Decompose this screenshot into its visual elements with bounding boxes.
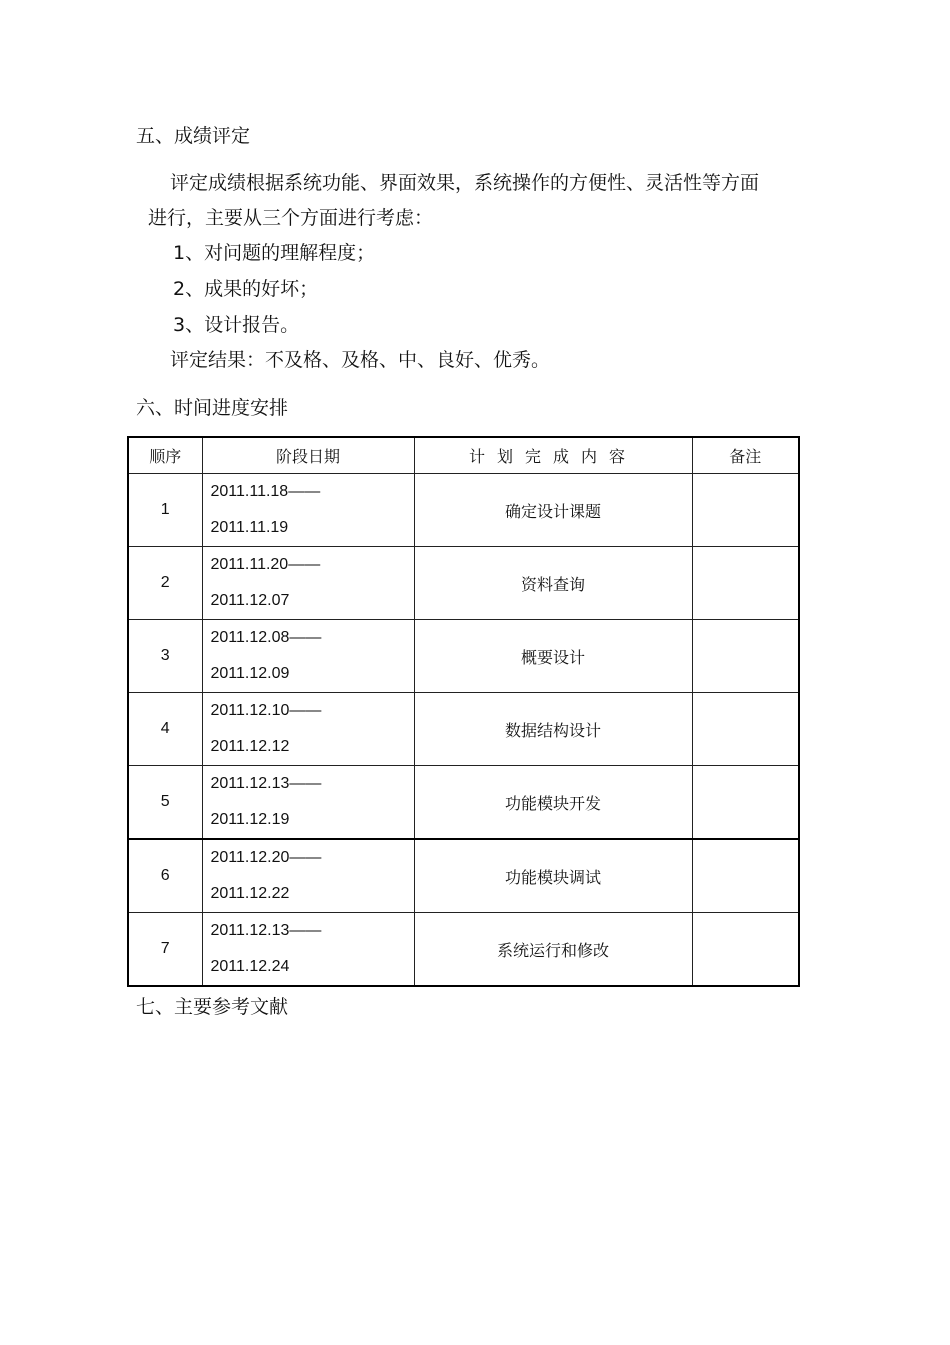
date-start: 2011.12.13—— [210,922,322,939]
table-row [128,620,799,693]
grading-paragraph-line-1: 评定成绩根据系统功能、界面效果，系统操作的方便性、灵活性等方面 [170,172,760,194]
row-note [692,839,799,913]
row-task: 数据结构设计 [414,693,692,766]
date-end: 2011.12.09 [210,665,290,682]
section-7-title: 七、主要参考文献 [136,996,289,1018]
row-seq: 5 [128,766,202,840]
date-start: 2011.12.10—— [210,702,322,719]
section-6-title: 六、时间进度安排 [136,397,289,419]
row-note [692,620,799,693]
grading-paragraph-line-2: 进行，主要从三个方面进行考虑： [148,207,434,229]
date-end: 2011.12.24 [210,958,290,975]
row-date [202,839,414,913]
date-start: 2011.12.20—— [210,849,322,866]
row-task: 功能模块调试 [414,839,692,913]
date-end: 2011.12.07 [210,592,290,609]
date-end: 2011.12.22 [210,885,290,902]
date-start: 2011.11.20—— [210,556,321,573]
row-seq: 6 [128,839,202,913]
row-note [692,693,799,766]
row-note [692,913,799,987]
table-row [128,474,799,547]
date-start: 2011.12.13—— [210,775,322,792]
table-row [128,547,799,620]
section-5-title: 五、成绩评定 [136,125,251,147]
row-date [202,547,414,620]
grading-criterion-1: 1、对问题的理解程度； [173,242,376,264]
header-note: 备注 [692,437,799,474]
row-seq: 4 [128,693,202,766]
row-seq: 2 [128,547,202,620]
row-date [202,620,414,693]
grading-result-levels: 评定结果：不及格、及格、中、良好、优秀。 [170,349,551,371]
grading-criterion-3: 3、设计报告。 [173,314,300,336]
row-date [202,693,414,766]
schedule-table [127,436,800,987]
row-note [692,547,799,620]
row-task: 功能模块开发 [414,766,692,840]
row-task: 概要设计 [414,620,692,693]
table-row [128,839,799,913]
row-task: 确定设计课题 [414,474,692,547]
date-start: 2011.11.18—— [210,483,321,500]
header-date: 阶段日期 [202,437,414,474]
table-row [128,913,799,987]
header-seq: 顺序 [128,437,202,474]
row-seq: 1 [128,474,202,547]
row-task: 系统运行和修改 [414,913,692,987]
row-seq: 7 [128,913,202,987]
row-note [692,766,799,840]
grading-criterion-2: 2、成果的好坏； [173,278,319,300]
table-header-row [128,437,799,474]
row-seq: 3 [128,620,202,693]
date-end: 2011.11.19 [210,519,289,536]
row-note [692,474,799,547]
row-date [202,913,414,987]
row-date [202,766,414,840]
row-task: 资料查询 [414,547,692,620]
header-task: 计划完成内容 [414,437,692,474]
table-row [128,693,799,766]
date-end: 2011.12.12 [210,738,290,755]
date-end: 2011.12.19 [210,811,290,828]
date-start: 2011.12.08—— [210,629,322,646]
row-date [202,474,414,547]
table-row [128,766,799,840]
